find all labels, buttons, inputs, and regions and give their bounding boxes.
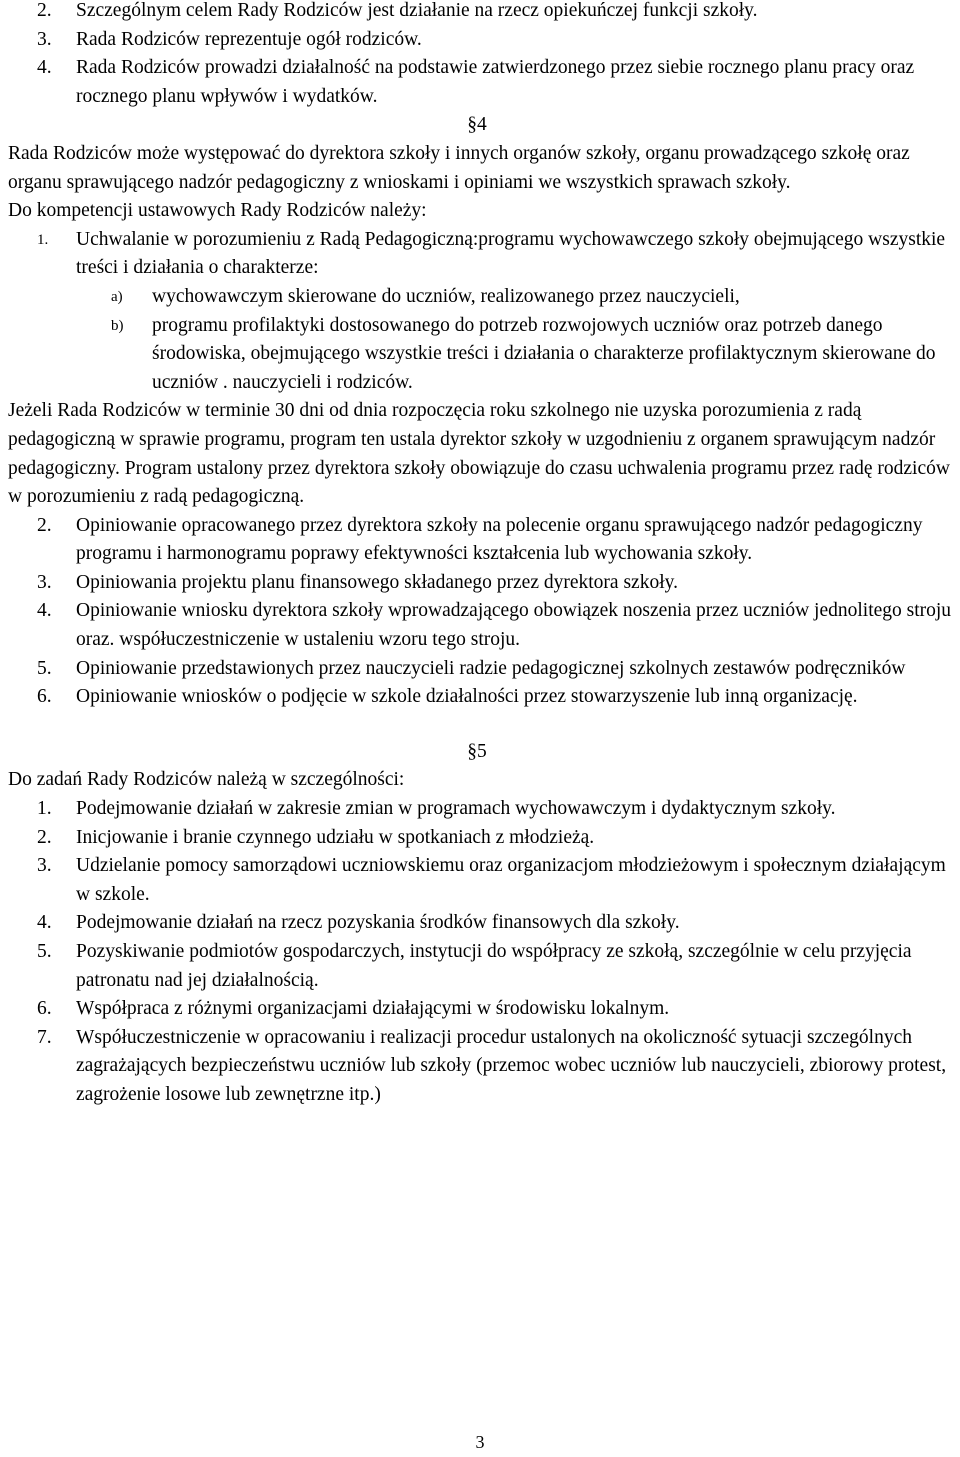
list-number: 2.	[37, 0, 52, 21]
section-5-heading: §5	[467, 740, 487, 762]
list-item	[8, 26, 956, 55]
list-item	[8, 512, 956, 569]
list-text: Inicjowanie i branie czynnego udziału w spotkaniach z młodzieżą.	[76, 826, 595, 848]
list-text: Szczególnym celem Rady Rodziców jest działanie na rzecz opiekuńczej funkcji szkoły.	[76, 0, 758, 21]
list-item	[8, 795, 956, 824]
list-text: Podejmowanie działań na rzecz pozyskania środków finansowych dla szkoły.	[76, 912, 680, 934]
list-item	[8, 597, 956, 654]
list-number: 4.	[37, 600, 52, 622]
list-item	[8, 852, 956, 909]
list-text: Uchwalanie w porozumieniu z Radą Pedagogiczną:programu wychowawczego szkoły obejmującego wszystkie treści i działania o charakterze:	[76, 228, 946, 279]
list-text: Pozyskiwanie podmiotów gospodarczych, instytucji do współpracy ze szkołą, szczególnie w celu przyjęcia patronatu nad jej działalnością.	[76, 941, 912, 991]
sub-list-item	[8, 283, 956, 312]
list-text: Współpraca z różnymi organizacjami działającymi w środowisku lokalnym.	[76, 998, 670, 1020]
list-number: 6.	[37, 998, 52, 1020]
top-list	[8, 0, 956, 111]
list-number: 5.	[37, 941, 52, 962]
list-text: Opiniowanie opracowanego przez dyrektora szkoły na polecenie organu sprawującego nadzór pedagogiczny programu i harmonogramu poprawy efektywności kształcenia lub wychowania szkoły.	[76, 514, 923, 565]
list-item	[8, 995, 956, 1024]
page-number: 3	[475, 1432, 485, 1452]
list-text: Opiniowanie wniosku dyrektora szkoły wprowadzającego obowiązek noszenia przez uczniów jednolitego stroju oraz. współuczestniczenie w ustaleniu wzoru tego stroju.	[76, 600, 952, 651]
sub-list-letter: b)	[111, 317, 124, 334]
list-text: Opiniowanie przedstawionych przez nauczycieli radzie pedagogicznej szkolnych zestawów podręczników	[76, 657, 906, 679]
list-number: 4.	[37, 912, 52, 934]
list-number: 3.	[37, 28, 52, 50]
list-text: Rada Rodziców reprezentuje ogół rodziców.	[76, 28, 422, 50]
section-4-heading: §4	[467, 114, 487, 136]
section-4-intro: Rada Rodziców może występować do dyrektora szkoły i innych organów szkoły, organu prowadzącego szkołę oraz organu sprawującego nadzór pedagogiczny z wnioskami i opiniami we wszystkich sprawach szkoły.	[8, 142, 910, 193]
list-item	[8, 1024, 956, 1110]
list-text: Podejmowanie działań w zakresie zmian w programach wychowawczym i dydaktycznym szkoły.	[76, 798, 836, 820]
list-item	[8, 0, 956, 26]
list-text: Udzielanie pomocy samorządowi uczniowskiemu oraz organizacjom młodzieżowym i społecznym działającym w szkole.	[76, 855, 946, 905]
list-number: 5.	[37, 657, 52, 679]
sub-list-item	[8, 312, 956, 398]
list-number: 2.	[37, 514, 52, 536]
list-text: Współuczestniczenie w opracowaniu i realizacji procedur ustalonych na okoliczność sytuacji szczególnych zagrażających bezpieczeństwu uczniów lub szkoły (przemoc wobec uczniów lub nauczycieli, zbiorowy protest, zagrożenie losowe lub zewnętrzne itp.)	[76, 1026, 947, 1105]
list-item	[8, 909, 956, 938]
section-5-lead: Do zadań Rady Rodziców należą w szczególności:	[8, 769, 405, 791]
list-text: Opiniowania projektu planu finansowego składanego przez dyrektora szkoły.	[76, 571, 678, 593]
list-item	[8, 938, 956, 995]
page-content	[8, 0, 956, 1110]
list-text: Opiniowanie wniosków o podjęcie w szkole działalności przez stowarzyszenie lub inną organizację.	[76, 686, 858, 708]
list-item	[8, 824, 956, 853]
section-4-paragraph: Jeżeli Rada Rodziców w terminie 30 dni od dnia rozpoczęcia roku szkolnego nie uzyska porozumienia z radą pedagogiczną w sprawie programu, program ten ustala dyrektor szkoły w uzgodnieniu z organem sprawującym nadzór pedagogiczny. Program ustalony przez dyrektora szkoły obowiązuje do czasu uchwalenia programu przez radę rodziców w porozumieniu z radą pedagogiczną.	[8, 400, 950, 508]
sub-list-text: programu profilaktyki dostosowanego do potrzeb rozwojowych uczniów oraz potrzeb danego środowiska, obejmującego wszystkie treści i działania o charakterze profilaktycznym skierowane do uczniów . nauczycieli i rodziców.	[152, 314, 936, 393]
list-text: Rada Rodziców prowadzi działalność na podstawie zatwierdzonego przez siebie rocznego planu pracy oraz rocznego planu wpływów i wydatków.	[76, 57, 915, 107]
list-item	[8, 683, 956, 712]
list-number: 1.	[37, 798, 52, 820]
sub-list-letter: a)	[111, 288, 123, 305]
sub-list-text: wychowawczym skierowane do uczniów, realizowanego przez nauczycieli,	[152, 285, 740, 307]
list-number: 6.	[37, 686, 52, 708]
list-number: 2.	[37, 826, 52, 848]
list-number: 1.	[37, 231, 49, 248]
list-item	[8, 569, 956, 598]
list-number: 4.	[37, 57, 52, 79]
list-item	[8, 54, 956, 111]
list-item	[8, 226, 956, 283]
list-item	[8, 655, 956, 684]
list-number: 3.	[37, 855, 52, 877]
list-number: 7.	[37, 1026, 52, 1048]
section-4-lead: Do kompetencji ustawowych Rady Rodziców należy:	[8, 200, 427, 222]
list-number: 3.	[37, 571, 52, 593]
